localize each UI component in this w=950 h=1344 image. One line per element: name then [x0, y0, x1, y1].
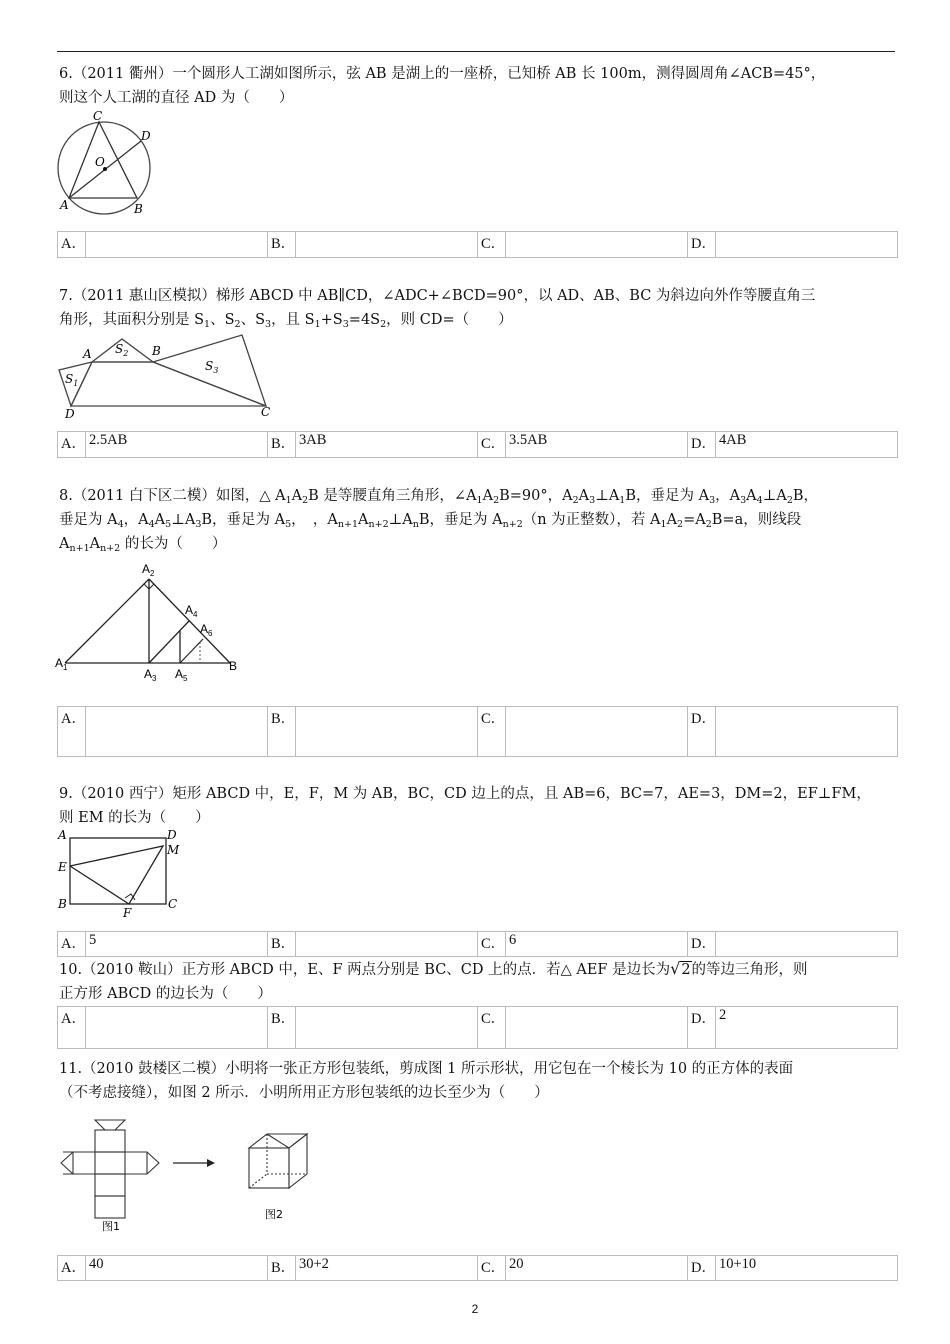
q10-option-d-value[interactable]: 2	[716, 1007, 898, 1049]
header-rule	[57, 51, 895, 52]
q9-option-d-label[interactable]: D．	[688, 932, 716, 957]
page-number: 2	[471, 1302, 479, 1316]
q7-options	[57, 431, 898, 458]
q8-options	[57, 706, 898, 757]
q6-option-b-value[interactable]	[296, 232, 478, 258]
q8-line-3: $A_{n+1}A_{n+2}$ 的长为（ ）	[59, 536, 227, 554]
q11-option-a-value[interactable]: 40	[86, 1256, 268, 1281]
q10-option-b-label[interactable]: B．	[268, 1007, 296, 1049]
q9-label-b: B	[58, 897, 67, 911]
q8-option-d-label[interactable]: D．	[688, 707, 716, 757]
q9-label-d: D	[167, 828, 177, 842]
q8-line-1: 8.（2011 白下区二模）如图，△ $A_1A_2B$ 是等腰直角三角形，$\angle A_1A_2B=90^\circ$，$A_2A_3\perp A_1B$，垂足为 $A_3$，$A_3A_4\perp A_2B$，	[59, 488, 819, 506]
q6-option-c-value[interactable]	[506, 232, 688, 258]
q8-seg-a3a4	[149, 621, 189, 663]
q7-option-c-label[interactable]: C．	[478, 432, 506, 458]
question-10-text	[59, 957, 895, 1006]
q11-line-1: 11.（2010 鼓楼区二模）小明将一张正方形包装纸，剪成图 1 所示形状，用它包在一个棱长为 10 的正方体的表面	[59, 1061, 794, 1077]
q9-option-c-label[interactable]: C．	[478, 932, 506, 957]
q7-option-d-label[interactable]: D．	[688, 432, 716, 458]
q7-option-b-value[interactable]: 3AB	[296, 432, 478, 458]
q7-label-s3: $S_3$	[205, 359, 219, 375]
q7-label-s1: $S_1$	[65, 372, 79, 388]
q9-label-c: C	[168, 897, 178, 911]
q6-label-d: D	[141, 129, 151, 143]
q7-option-a-label[interactable]: A．	[58, 432, 86, 458]
q11-label-fig2: 图2	[265, 1208, 283, 1221]
q8-label-a6: $A_6$	[200, 622, 213, 638]
q11-option-a-label[interactable]: A．	[58, 1256, 86, 1281]
q9-label-m: M	[167, 843, 180, 857]
q11-figure-net-and-cube	[55, 1116, 335, 1236]
q11-option-c-label[interactable]: C．	[478, 1256, 506, 1281]
q6-option-a-label[interactable]: A．	[58, 232, 86, 258]
q11-options	[57, 1255, 898, 1281]
q8-figure-triangle	[55, 560, 245, 684]
q8-option-b-label[interactable]: B．	[268, 707, 296, 757]
q10-sqrt-radicand: 2	[681, 962, 691, 978]
q9-label-f: F	[123, 906, 132, 920]
q9-option-b-value[interactable]	[296, 932, 478, 957]
q8-label-a3: $A_3$	[144, 667, 157, 683]
q9-label-a: A	[58, 828, 67, 842]
q11-option-b-label[interactable]: B．	[268, 1256, 296, 1281]
q8-option-a-label[interactable]: A．	[58, 707, 86, 757]
q7-option-b-label[interactable]: B．	[268, 432, 296, 458]
q11-option-b-value[interactable]: 30+2	[296, 1256, 478, 1281]
q9-options	[57, 931, 898, 957]
q7-option-d-value[interactable]: 4AB	[716, 432, 898, 458]
q10-line-1: 10.（2010 鞍山）正方形 ABCD 中，E、F 两点分别是 BC、CD 上的点．若△ AEF 是边长为√2的等边三角形，则	[59, 959, 808, 978]
q11-option-d-value[interactable]: 10+10	[716, 1256, 898, 1281]
q7-figure-trapezoid	[55, 332, 280, 422]
q9-option-d-value[interactable]	[716, 932, 898, 957]
question-8-text	[59, 484, 895, 556]
q9-option-a-label[interactable]: A．	[58, 932, 86, 957]
q6-line-1: 6.（2011 衢州）一个圆形人工湖如图所示，弦 AB 是湖上的一座桥，已知桥 AB 长 100m，测得圆周角∠ACB=45°，	[59, 66, 826, 82]
q7-label-b: B	[152, 344, 161, 358]
q11-label-fig1: 图1	[102, 1220, 120, 1233]
q9-right-angle-mark	[125, 894, 135, 900]
q6-option-c-label[interactable]: C．	[478, 232, 506, 258]
q8-label-a2: $A_2$	[142, 562, 155, 578]
q9-option-a-value[interactable]: 5	[86, 932, 268, 957]
q7-option-c-value[interactable]: 3.5AB	[506, 432, 688, 458]
q6-option-d-label[interactable]: D．	[688, 232, 716, 258]
q11-option-d-label[interactable]: D．	[688, 1256, 716, 1281]
q8-label-a5: $A_5$	[175, 667, 188, 683]
q10-option-c-value[interactable]	[506, 1007, 688, 1049]
q6-line-2: 则这个人工湖的直径 AD 为（ ）	[59, 90, 294, 106]
q11-figure-1-net	[61, 1120, 159, 1218]
q8-option-a-value[interactable]	[86, 707, 268, 757]
q9-option-c-value[interactable]: 6	[506, 932, 688, 957]
q10-option-b-value[interactable]	[296, 1007, 478, 1049]
q10-line-2: 正方形 ABCD 的边长为（ ）	[59, 986, 272, 1002]
q10-option-a-label[interactable]: A．	[58, 1007, 86, 1049]
q6-option-a-value[interactable]	[86, 232, 268, 258]
q7-line-2: 角形，其面积分别是 $S_1$、$S_2$、$S_3$，且 $S_1+S_3=4S_2$，则 CD=（ ）	[59, 312, 513, 330]
q9-option-b-label[interactable]: B．	[268, 932, 296, 957]
q9-line-1: 9.（2010 西宁）矩形 ABCD 中，E，F，M 为 AB，BC，CD 边上的点，且 AB=6，BC=7，AE=3，DM=2，EF⊥FM，	[59, 786, 871, 802]
q9-triangle-efm	[70, 846, 163, 904]
question-11-text	[59, 1057, 895, 1105]
q8-option-c-label[interactable]: C．	[478, 707, 506, 757]
q7-label-a: A	[83, 347, 92, 361]
q6-label-o: O	[95, 155, 105, 169]
q6-label-c: C	[93, 109, 103, 123]
q8-label-b: B	[229, 659, 238, 673]
q7-label-c: C	[261, 405, 271, 419]
q7-option-a-value[interactable]: 2.5AB	[86, 432, 268, 458]
q10-option-a-value[interactable]	[86, 1007, 268, 1049]
q6-options	[57, 231, 898, 258]
q6-label-b: B	[134, 202, 143, 216]
q11-figure-2-cube	[249, 1134, 307, 1188]
q8-option-b-value[interactable]	[296, 707, 478, 757]
q8-option-d-value[interactable]	[716, 707, 898, 757]
q6-label-a: A	[60, 198, 69, 212]
question-6-text	[59, 62, 895, 110]
q7-line-1: 7.（2011 惠山区模拟）梯形 ABCD 中 AB∥CD，∠ADC+∠BCD=90°，以 AD、AB、BC 为斜边向外作等腰直角三	[59, 288, 816, 304]
q6-option-b-label[interactable]: B．	[268, 232, 296, 258]
q6-figure-circle	[57, 108, 157, 220]
q9-line-2: 则 EM 的长为（ ）	[59, 810, 210, 826]
q8-side-a1a2	[65, 579, 149, 663]
q8-label-a1: $A_1$	[55, 656, 68, 672]
q7-label-s2: $S_2$	[115, 342, 129, 358]
q8-line-2: 垂足为 $A_4$，$A_4A_5\perp A_3B$，垂足为 $A_5$， ，$A_{n+1}A_{n+2}\perp A_nB$，垂足为 $A_{n+2}(n$ 为正整数），若 $A_1A_2=A_2B=a$，则线段	[59, 512, 802, 530]
q9-label-e: E	[58, 860, 67, 874]
q10-options	[57, 1006, 898, 1049]
q9-figure-rectangle	[55, 826, 190, 922]
question-7-text	[59, 284, 895, 332]
q6-option-d-value[interactable]	[716, 232, 898, 258]
q11-arrow-head	[207, 1159, 215, 1167]
q8-option-c-value[interactable]	[506, 707, 688, 757]
q11-option-c-value[interactable]: 20	[506, 1256, 688, 1281]
q7-label-d: D	[65, 407, 75, 421]
question-9-text	[59, 782, 895, 830]
q10-option-c-label[interactable]: C．	[478, 1007, 506, 1049]
q11-line-2: （不考虑接缝），如图 2 所示．小明所用正方形包装纸的边长至少为（ ）	[59, 1085, 549, 1101]
q10-option-d-label[interactable]: D．	[688, 1007, 716, 1049]
q8-label-a4: $A_4$	[185, 603, 198, 619]
